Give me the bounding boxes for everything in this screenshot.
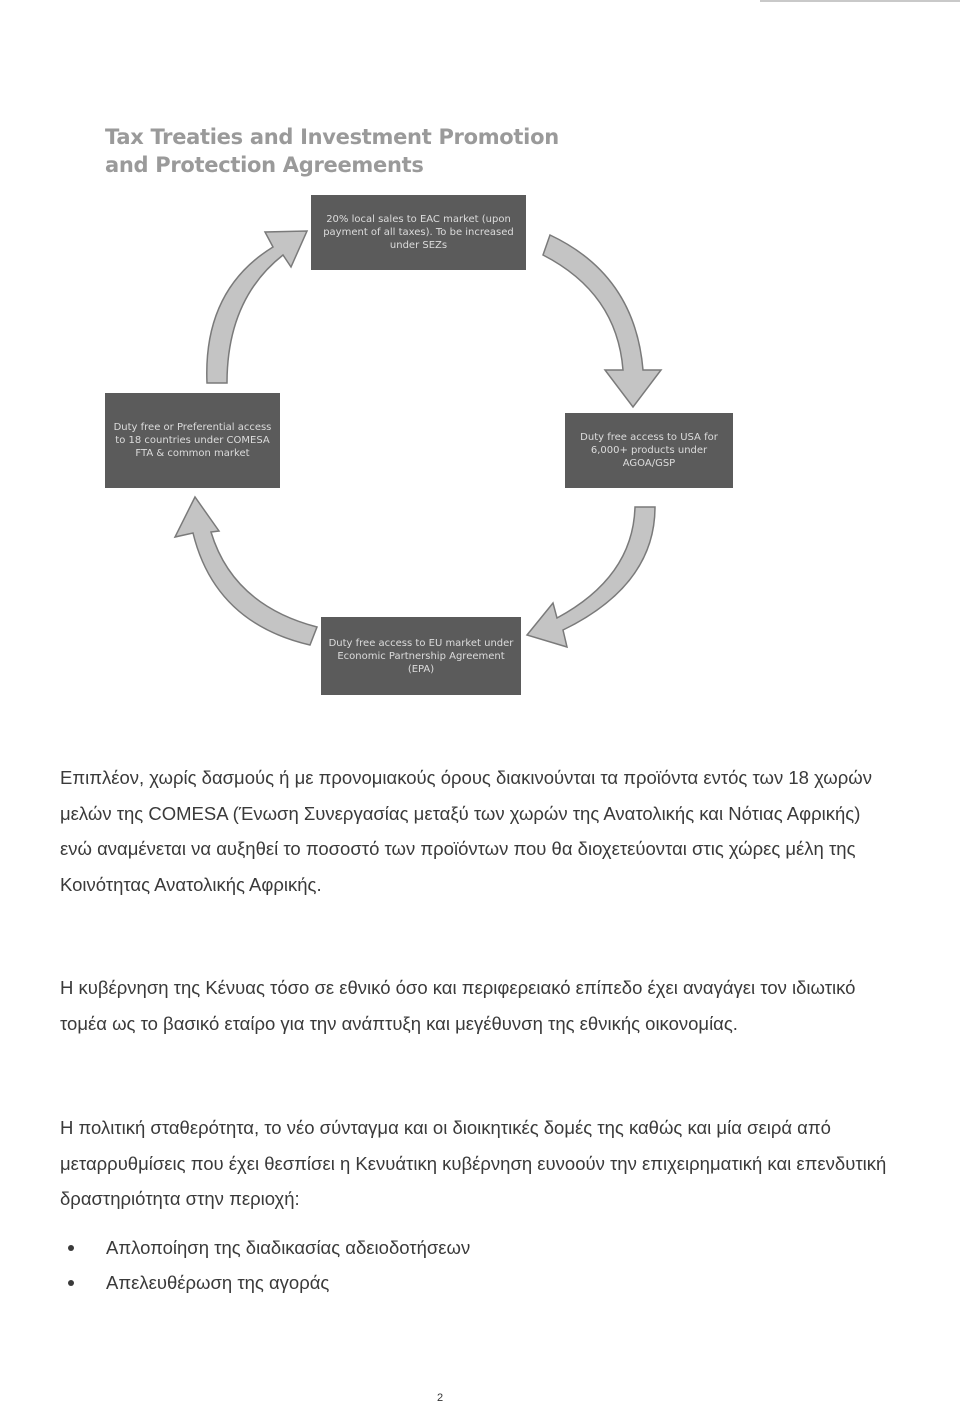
eu-access-box: Duty free access to EU market under Economic Partnership Agreement (EPA) <box>321 617 521 695</box>
figure-title-line-2: and Protection Agreements <box>105 153 424 177</box>
comesa-access-box: Duty free or Preferential access to 18 countries under COMESA FTA & common market <box>105 393 280 488</box>
list-item-text: Απελευθέρωση της αγοράς <box>106 1272 330 1293</box>
arrow-bottom-to-left <box>175 497 317 645</box>
arrow-left-to-top <box>207 231 307 383</box>
reform-list <box>60 1230 470 1300</box>
eac-market-box: 20% local sales to EAC market (upon payment of all taxes). To be increased under SEZs <box>311 195 526 270</box>
paragraph-government: Η κυβέρνηση της Κένυας τόσο σε εθνικό όσο και περιφερειακό επίπεδο έχει αναγάγει τον ιδιωτικό τομέα ως το βασικό εταίρο για την ανάπτυξη και μεγέθυνση της εθνικής οικονομίας. <box>60 977 856 1034</box>
figure-title-line-1: Tax Treaties and Investment Promotion <box>105 125 559 149</box>
bullet-icon <box>68 1245 74 1251</box>
arrow-top-to-right <box>543 235 661 407</box>
page-number: 2 <box>436 1392 444 1404</box>
arrow-right-to-bottom <box>527 507 655 647</box>
bullet-icon <box>68 1280 74 1286</box>
list-item <box>60 1265 470 1300</box>
scan-edge-line <box>760 0 960 2</box>
usa-access-box: Duty free access to USA for 6,000+ products under AGOA/GSP <box>565 413 733 488</box>
paragraph-comesa: Επιπλέον, χωρίς δασμούς ή με προνομιακούς όρους διακινούνται τα προϊόντα εντός των 18 χωρών μελών της COMESA (Ένωση Συνεργασίας μεταξύ των χωρών της Ανατολικής και Νότιας Αφρικής) ενώ αναμένεται να αυξηθεί το ποσοστό των προϊόντων που θα διοχετεύονται στις χώρες μέλη της Κοινότητας Ανατολικής Αφρικής. <box>60 767 872 895</box>
investment-cycle-figure <box>95 115 755 725</box>
list-item <box>60 1230 470 1265</box>
list-item-text: Απλοποίηση της διαδικασίας αδειοδοτήσεων <box>106 1237 471 1258</box>
paragraph-stability: Η πολιτική σταθερότητα, το νέο σύνταγμα και οι διοικητικές δομές της καθώς και μία σειρά από μεταρρυθμίσεις που έχει θεσπίσει η Κενυάτικη κυβέρνηση ευνοούν την επιχειρηματική και επενδυτική δραστηριότητα στην περιοχή: <box>60 1117 887 1209</box>
